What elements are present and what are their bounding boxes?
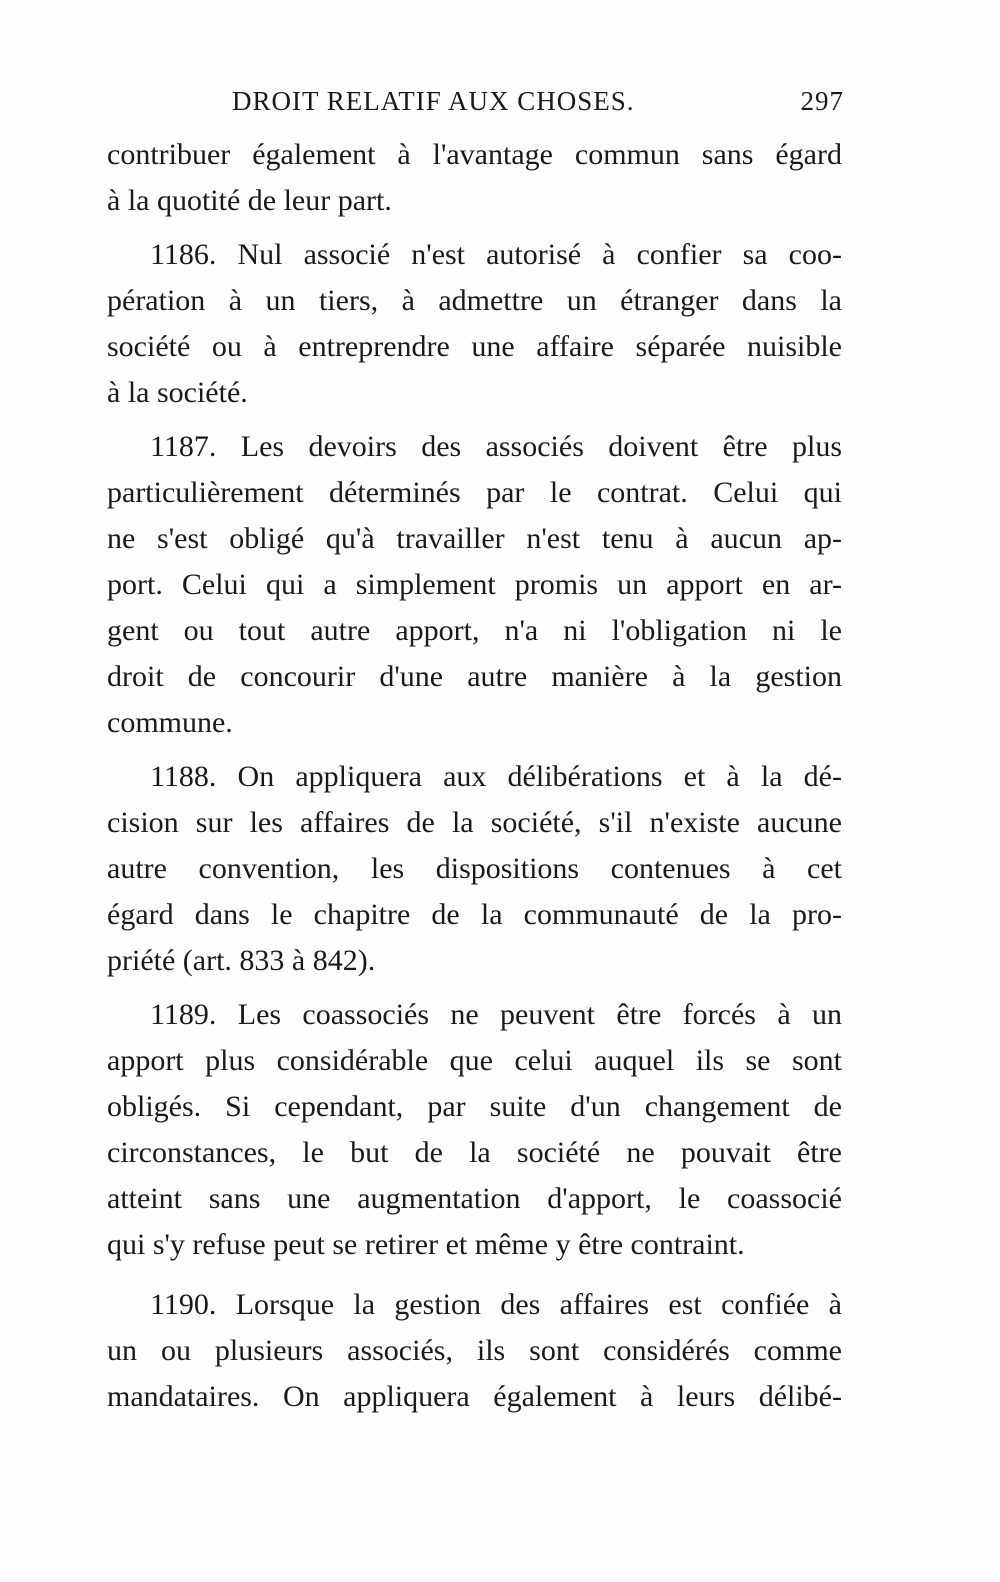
text-line: ne s'est obligé qu'à travailler n'est tenu à aucun ap-: [107, 522, 842, 555]
running-head: [232, 86, 844, 126]
text-line: à la quotité de leur part.: [107, 184, 392, 217]
text-line: autre convention, les dispositions contenues à cet: [107, 852, 842, 885]
text-line: qui s'y refuse peut se retirer et même y être contraint.: [107, 1228, 745, 1261]
article-1186-first-line: 1186. Nul associé n'est autorisé à confier sa coo-: [150, 238, 842, 271]
text-line: contribuer également à l'avantage commun sans égard: [107, 138, 842, 171]
text-line: à la société.: [107, 376, 248, 409]
text-line: apport plus considérable que celui auquel ils se sont: [107, 1044, 842, 1077]
text-line: mandataires. On appliquera également à leurs délibé-: [107, 1380, 842, 1413]
text-line: obligés. Si cependant, par suite d'un changement de: [107, 1090, 842, 1123]
article-1190-first-line: 1190. Lorsque la gestion des affaires est confiée à: [150, 1288, 842, 1321]
text-line: pération à un tiers, à admettre un étranger dans la: [107, 284, 842, 317]
page-number: 297: [800, 86, 844, 116]
text-line: atteint sans une augmentation d'apport, le coassocié: [107, 1182, 842, 1215]
text-line: cision sur les affaires de la société, s'il n'existe aucune: [107, 806, 842, 839]
text-line: port. Celui qui a simplement promis un apport en ar-: [107, 568, 842, 601]
text-line: droit de concourir d'une autre manière à la gestion: [107, 660, 842, 693]
running-title: DROIT RELATIF AUX CHOSES.: [232, 86, 635, 116]
text-line: priété (art. 833 à 842).: [107, 944, 376, 977]
text-line: gent ou tout autre apport, n'a ni l'obligation ni le: [107, 614, 842, 647]
article-1187-first-line: 1187. Les devoirs des associés doivent être plus: [150, 430, 842, 463]
article-1189-first-line: 1189. Les coassociés ne peuvent être forcés à un: [150, 998, 842, 1031]
text-line: un ou plusieurs associés, ils sont considérés comme: [107, 1334, 842, 1367]
article-1188-first-line: 1188. On appliquera aux délibérations et à la dé-: [150, 760, 842, 793]
text-line: commune.: [107, 706, 233, 739]
text-line: égard dans le chapitre de la communauté de la pro-: [107, 898, 842, 931]
text-line: circonstances, le but de la société ne pouvait être: [107, 1136, 842, 1169]
text-line: particulièrement déterminés par le contrat. Celui qui: [107, 476, 842, 509]
text-line: société ou à entreprendre une affaire séparée nuisible: [107, 330, 842, 363]
